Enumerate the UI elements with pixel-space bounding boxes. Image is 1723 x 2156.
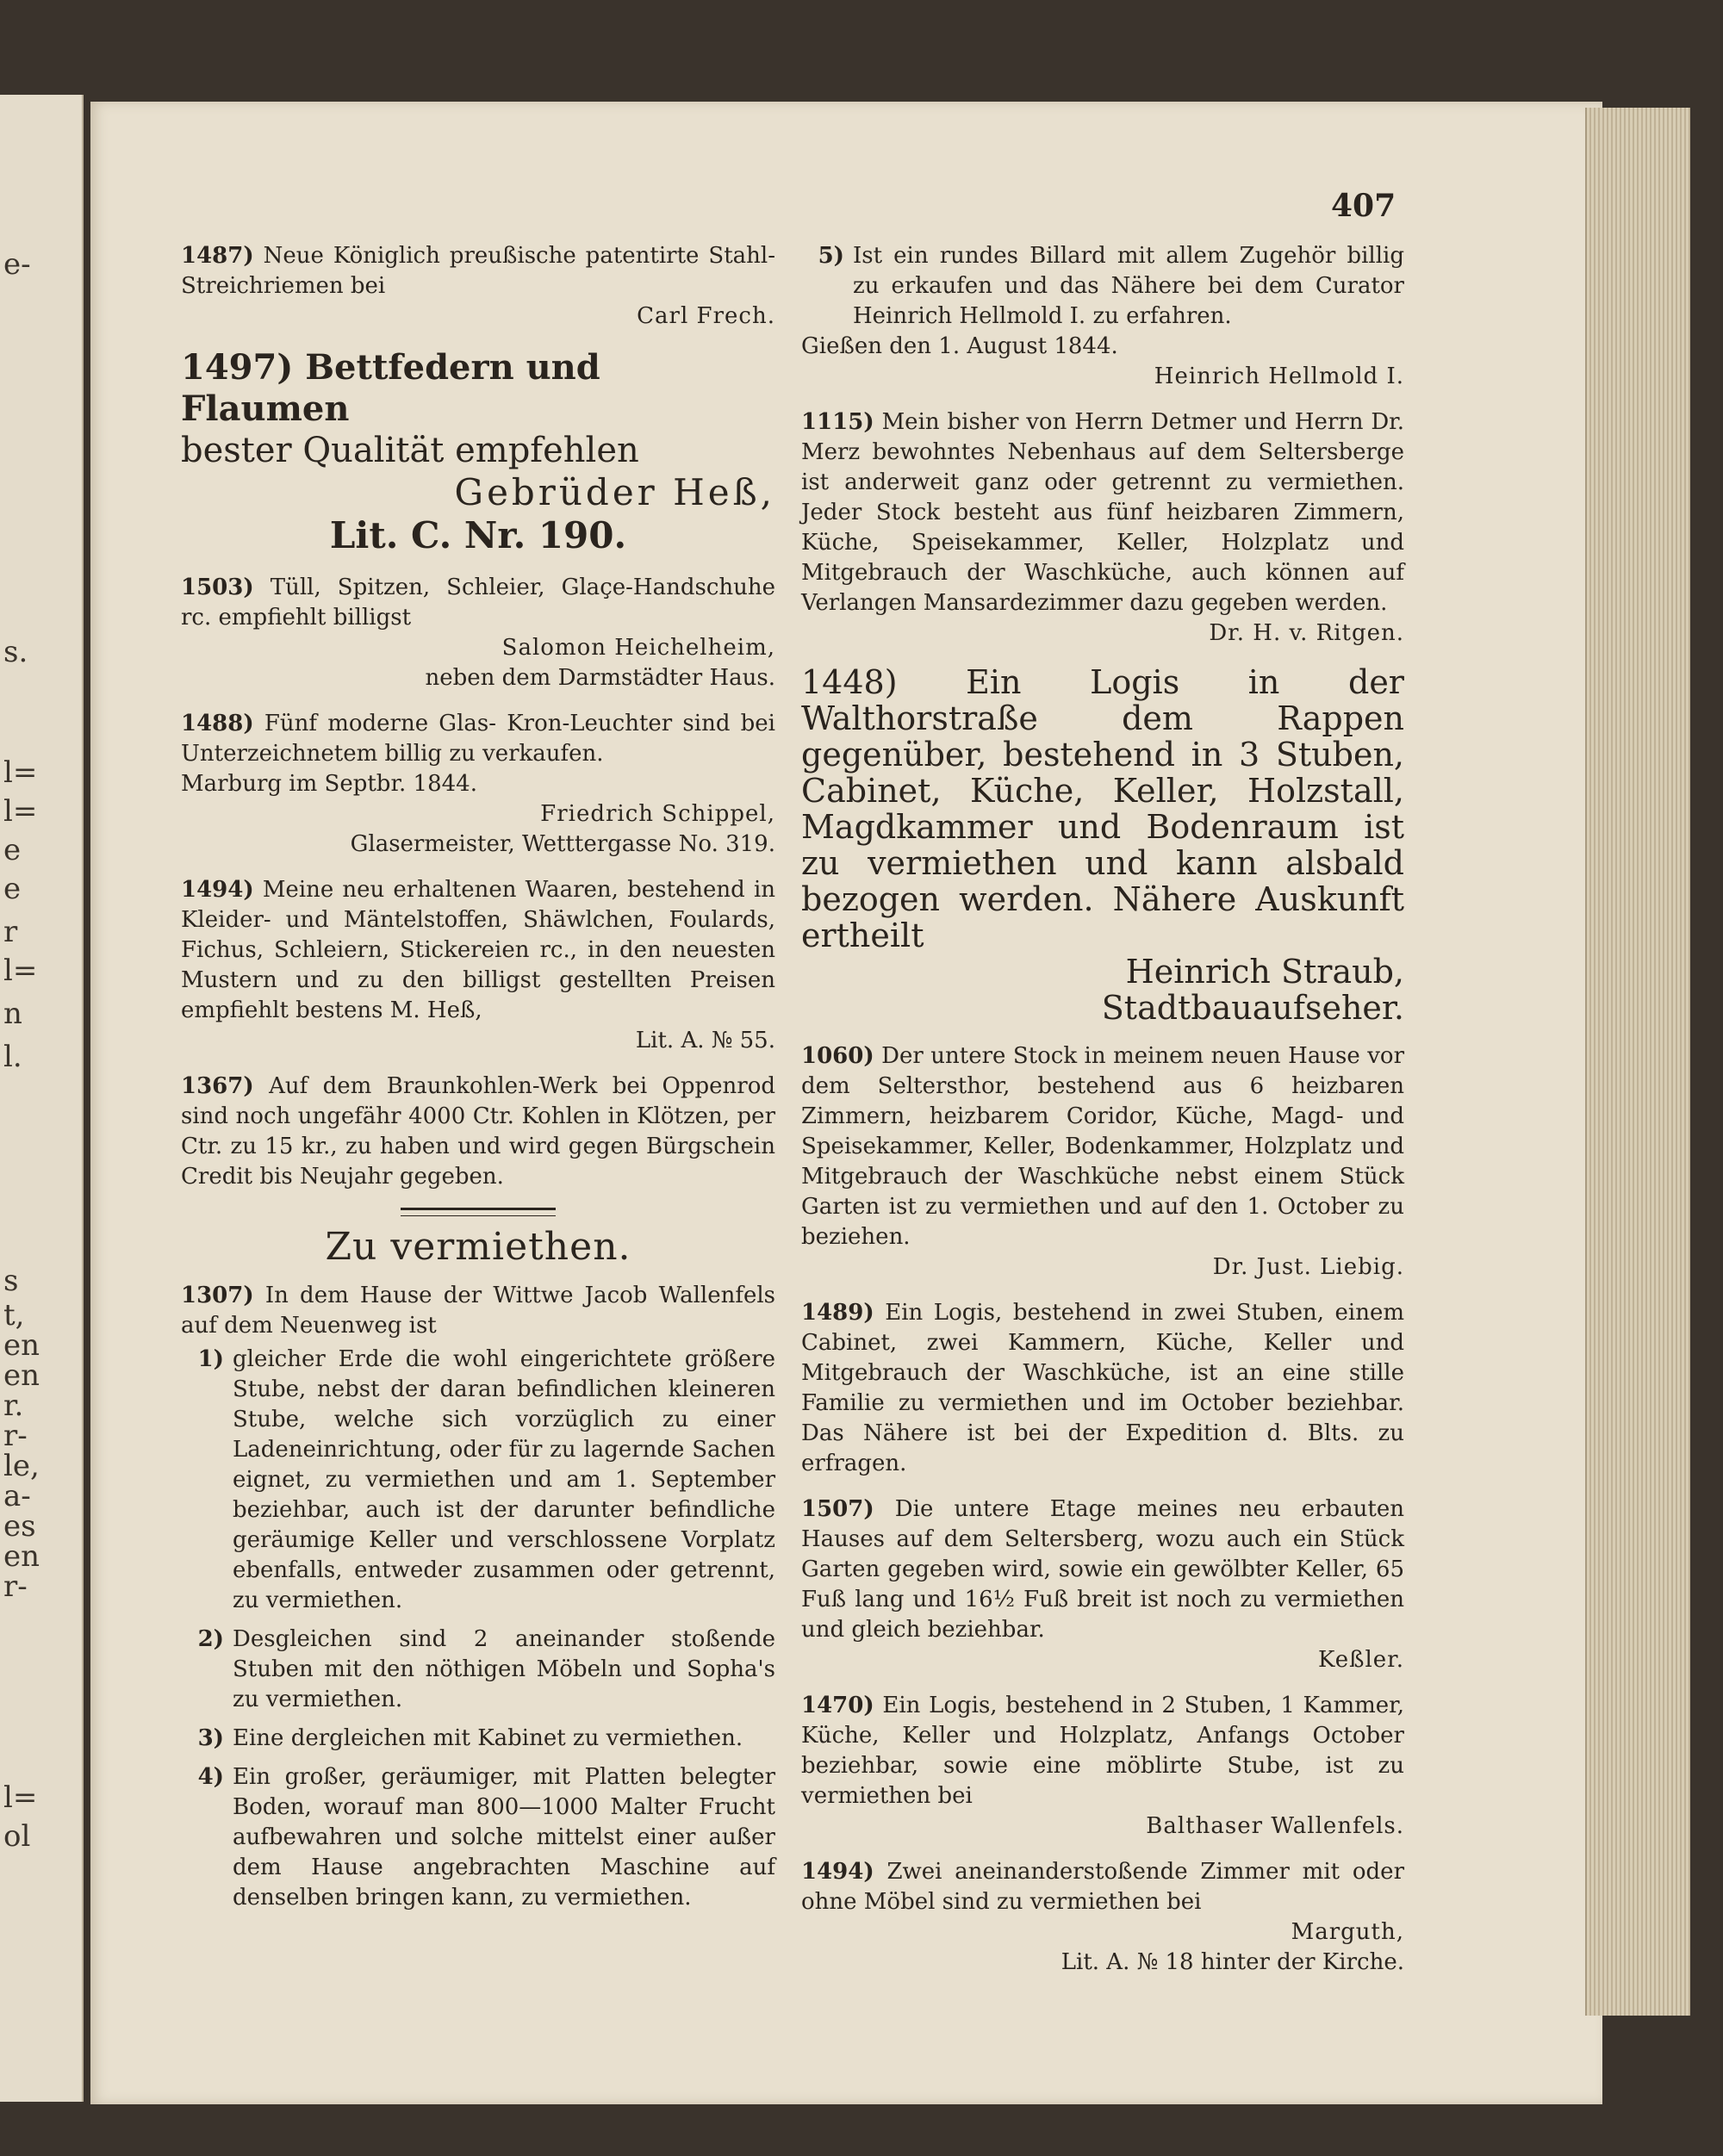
margin-fragment: l= <box>3 755 38 790</box>
margin-fragment: r. <box>3 1389 24 1423</box>
margin-fragment: n <box>3 997 22 1031</box>
entry-1448: 1448) Ein Logis in der Walthorstraße dem Rappen gegenüber, bestehend in 3 Stuben, Cabinet, Küche, Keller, Holzstall, Magdkammer und Bodenraum ist zu vermiethen und kann alsbald bezogen werden. Nähere Auskunft ertheilt Heinrich Straub, Stadtbauaufseher. <box>801 663 1404 1027</box>
entry-1494b: 1494) Zwei aneinanderstoßende Zimmer mit oder ohne Möbel sind zu vermiethen bei Marguth, Lit. A. № 18 hinter der Kirche. <box>801 1857 1404 1978</box>
margin-fragment: r <box>3 915 18 949</box>
section-divider <box>401 1208 556 1216</box>
margin-fragment: s <box>3 1264 19 1298</box>
margin-fragment: l= <box>3 954 38 988</box>
signature: Balthaser Wallenfels. <box>1146 1813 1404 1839</box>
left-column <box>181 241 775 1913</box>
section-heading: Zu vermiethen. <box>325 1225 631 1269</box>
place-date: Gießen den 1. August 1844. <box>801 333 1118 359</box>
margin-fragment: en <box>3 1328 40 1363</box>
place-date: Marburg im Septbr. 1844. <box>181 771 477 797</box>
entry-1507: 1507) Die untere Etage meines neu erbauten Hauses auf dem Seltersberg, wozu auch ein Stück Garten gegeben wird, sowie ein gewölbter Keller, 65 Fuß lang und 16½ Fuß breit ist noch zu vermiethen und gleich beziehbar. Keßler. <box>801 1494 1404 1675</box>
signature: Gebrüder Heß, <box>454 471 775 513</box>
page-stack-edge <box>1585 108 1690 2016</box>
entry-1115: 1115) Mein bisher von Herrn Detmer und Herrn Dr. Merz bewohntes Nebenhaus auf dem Seltersberge ist anderweit ganz oder getrennt zu vermiethen. Jeder Stock besteht aus fünf heizbaren Zimmern, Küche, Speisekammer, Keller, Holzplatz und Mitgebrauch der Waschküche, auch können auf Verlangen Mansardezimmer dazu gegeben werden. Dr. H. v. Ritgen. <box>801 407 1404 649</box>
margin-fragment: e <box>3 833 22 867</box>
margin-fragment: a- <box>3 1479 31 1513</box>
list-item: 1) gleicher Erde die wohl eingerichtete größere Stube, nebst der daran befindlichen kleineren Stube, welche sich vorzüglich zu einer Ladeneinrichtung, oder für zu lagernde Sachen eignet, zu vermiethen und am 1. September beziehbar, auch ist der darunter befindliche geräumige Keller und verschlossene Vorplatz ebenfalls, entweder zusammen oder getrennt, zu vermiethen. <box>197 1346 775 1613</box>
entry-1488: 1488) Fünf moderne Glas- Kron-Leuchter sind bei Unterzeichnetem billig zu verkaufen. Marburg im Septbr. 1844. Friedrich Schippel, Glasermeister, Wetttergasse No. 319. <box>181 709 775 860</box>
signature: Heinrich Hellmold I. <box>1154 363 1404 389</box>
margin-fragment: s. <box>3 635 28 669</box>
entry-1497: 1497) Bettfedern und Flaumen bester Qualität empfehlen Gebrüder Heß, Lit. C. Nr. 190. <box>181 347 775 556</box>
margin-fragment: es <box>3 1509 36 1544</box>
margin-fragment: t, <box>3 1298 25 1333</box>
right-column <box>801 241 1404 1978</box>
entry-item-5: 5) Ist ein rundes Billard mit allem Zugehör billig zu erkaufen und das Nähere bei dem Curator Heinrich Hellmold I. zu erfahren. <box>818 243 1404 329</box>
signature: Dr. H. v. Ritgen. <box>1209 620 1404 646</box>
address: Lit. A. № 55. <box>635 1028 775 1053</box>
entry-1487: 1487) Neue Königlich preußische patentirte Stahl-Streichriemen bei Carl Frech. <box>181 241 775 332</box>
margin-fragment: en <box>3 1358 40 1393</box>
address: Glasermeister, Wetttergasse No. 319. <box>350 831 775 857</box>
margin-fragment: e- <box>3 247 31 282</box>
address: Lit. A. № 18 hinter der Kirche. <box>1061 1949 1404 1975</box>
signature: Marguth, <box>1291 1919 1404 1945</box>
margin-fragment: r- <box>3 1419 28 1453</box>
entry-1060: 1060) Der untere Stock in meinem neuen Hause vor dem Seltersthor, bestehend aus 6 heizbaren Zimmern, heizbarem Coridor, Küche, Magd- und Speisekammer, Keller, Bodenkammer, Holzplatz und Mitgebrauch der Waschküche nebst einem Stück Garten ist zu vermiethen und auf den 1. October zu beziehen. Dr. Just. Liebig. <box>801 1041 1404 1283</box>
title: Stadtbauaufseher. <box>1101 989 1404 1027</box>
margin-fragment: en <box>3 1539 40 1574</box>
page-number: 407 <box>1331 188 1396 224</box>
facing-page-edge <box>0 95 84 2102</box>
margin-fragment: l= <box>3 1780 38 1815</box>
list-item: 3) Eine dergleichen mit Kabinet zu vermiethen. <box>197 1725 743 1751</box>
margin-fragment: e <box>3 872 22 906</box>
margin-fragment: l. <box>3 1040 22 1074</box>
address: neben dem Darmstädter Haus. <box>425 665 775 691</box>
margin-fragment: r- <box>3 1569 28 1604</box>
margin-fragment: l= <box>3 794 38 829</box>
signature: Salomon Heichelheim, <box>501 635 775 661</box>
list-item: 4) Ein großer, geräumiger, mit Platten belegter Boden, worauf man 800—1000 Malter Frucht aufbewahren und solche mittelst einer außer dem Hause angebrachten Maschine auf denselben bringen kann, zu vermiethen. <box>197 1764 775 1911</box>
signature: Keßler. <box>1317 1647 1404 1673</box>
entry-1470: 1470) Ein Logis, bestehend in 2 Stuben, 1 Kammer, Küche, Keller und Holzplatz, Anfangs October beziehbar, sowie eine möblirte Stube, ist zu vermiethen bei Balthaser Wallenfels. <box>801 1691 1404 1842</box>
entry-1367: 1367) Auf dem Braunkohlen-Werk bei Oppenrod sind noch ungefähr 4000 Ctr. Kohlen in Klötzen, per Ctr. zu 15 kr., zu haben und wird gegen Bürgschein Credit bis Neujahr gegeben. <box>181 1073 775 1190</box>
address: Lit. C. Nr. 190. <box>329 514 627 556</box>
entry-1494: 1494) Meine neu erhaltenen Waaren, bestehend in Kleider- und Mäntelstoffen, Shäwlchen, Foulards, Fichus, Schleiern, Stickereien rc., in den neuesten Mustern und zu den billigst gestellten Preisen empfiehlt bestens M. Heß, Lit. A. № 55. <box>181 875 775 1056</box>
signature: Heinrich Straub, <box>1125 953 1404 991</box>
margin-fragment: ol <box>3 1819 31 1854</box>
list-item: 2) Desgleichen sind 2 aneinander stoßende Stuben mit den nöthigen Möbeln und Sopha's zu vermiethen. <box>197 1626 775 1712</box>
signature: Friedrich Schippel, <box>540 801 775 827</box>
entry-1503: 1503) Tüll, Spitzen, Schleier, Glaçe-Handschuhe rc. empfiehlt billigst Salomon Heichelheim, neben dem Darmstädter Haus. <box>181 573 775 693</box>
signature: Dr. Just. Liebig. <box>1212 1254 1404 1280</box>
margin-fragment: le, <box>3 1449 40 1483</box>
signature: Carl Frech. <box>637 303 775 329</box>
entry-1307: 1307) In dem Hause der Wittwe Jacob Wallenfels auf dem Neuenweg ist 1) gleicher Erde die wohl eingerichtete größere Stube, nebst der daran befindlichen kleineren Stube, welche sich vorzüglich zu einer Ladeneinrichtung, oder für zu lagernde Sachen eignet, zu vermiethen und am 1. September beziehbar, auch ist der darunter befindliche geräumige Keller und verschlossene Vorplatz ebenfalls, entweder zusammen oder getrennt, zu vermiethen. 2) Desgleichen sind 2 aneinander stoßende Stuben mit den nöthigen Möbeln und Sopha's zu vermiethen. 3) Eine dergleichen mit Kabinet zu vermiethen. 4) Ein großer, geräumiger, mit Platten belegter Boden, worauf man 800—1000 Malter Frucht aufbewahren und solche mittelst einer außer dem Hause angebrachten Maschine auf denselben bringen kann, zu vermiethen. <box>181 1281 775 1913</box>
entry-1489: 1489) Ein Logis, bestehend in zwei Stuben, einem Cabinet, zwei Kammern, Küche, Keller und Mitgebrauch der Waschküche, ist an eine stille Familie zu vermiethen und im October beziehbar. Das Nähere ist bei der Expedition d. Blts. zu erfragen. <box>801 1300 1404 1476</box>
